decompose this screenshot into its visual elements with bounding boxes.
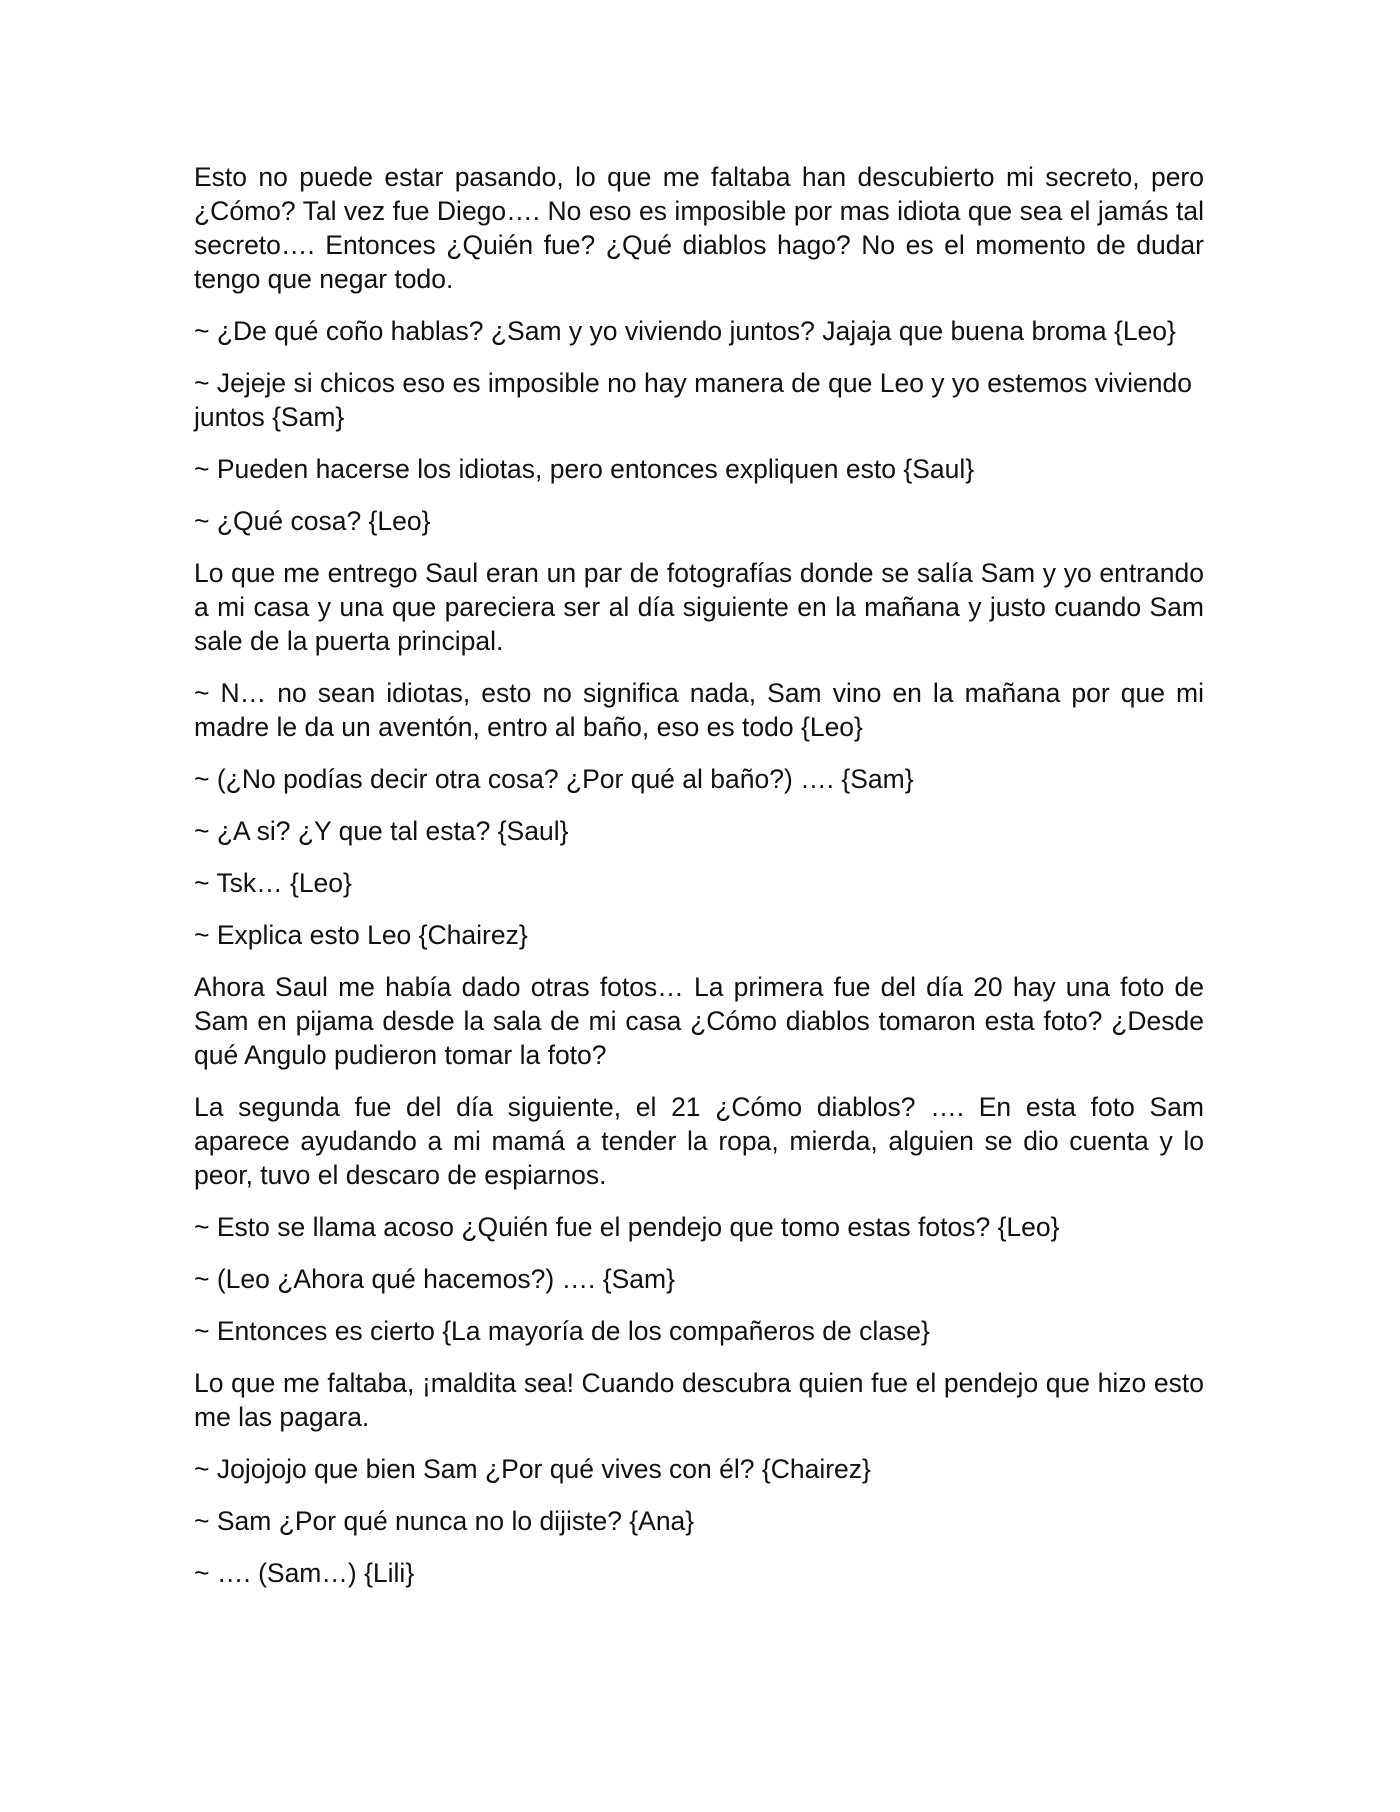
dialogue-line-leo-3: ~ N… no sean idiotas, esto no significa nada, Sam vino en la mañana por que mi madre le da un aventón, entro al baño, eso es todo {Leo} [194, 678, 1204, 742]
dialogue-line-leo-4: ~ Tsk… {Leo} [194, 868, 352, 898]
dialogue-line-leo-5: ~ Esto se llama acoso ¿Quién fue el pendejo que tomo estas fotos? {Leo} [194, 1212, 1060, 1242]
dialogue-line-ana: ~ Sam ¿Por qué nunca no lo dijiste? {Ana} [194, 1506, 695, 1536]
paragraph-narration-3: Ahora Saul me había dado otras fotos… La primera fue del día 20 hay una foto de Sam en pijama desde la sala de mi casa ¿Cómo diablos tomaron esta foto? ¿Desde qué Angulo pudieron tomar la foto? [194, 972, 1204, 1070]
dialogue-line-classmates: ~ Entonces es cierto {La mayoría de los compañeros de clase} [194, 1316, 930, 1346]
paragraph-narration-4: La segunda fue del día siguiente, el 21 ¿Cómo diablos? …. En esta foto Sam aparece ayudando a mi mamá a tender la ropa, mierda, alguien se dio cuenta y lo peor, tuvo el descaro de espiarnos. [194, 1092, 1204, 1190]
dialogue-line-sam-2: ~ (¿No podías decir otra cosa? ¿Por qué al baño?) …. {Sam} [194, 764, 914, 794]
paragraph-narration-1: Esto no puede estar pasando, lo que me faltaba han descubierto mi secreto, pero ¿Cómo? Tal vez fue Diego…. No eso es imposible por mas idiota que sea el jamás tal secreto…. Entonces ¿Quién fue? ¿Qué diablos hago? No es el momento de dudar tengo que negar todo. [194, 162, 1204, 294]
dialogue-line-sam-1: ~ Jejeje si chicos eso es imposible no hay manera de que Leo y yo estemos viviendo juntos {Sam} [194, 368, 1192, 432]
document-body [194, 160, 1204, 1608]
dialogue-line-saul-2: ~ ¿A si? ¿Y que tal esta? {Saul} [194, 816, 569, 846]
paragraph-narration-5: Lo que me faltaba, ¡maldita sea! Cuando descubra quien fue el pendejo que hizo esto me las pagara. [194, 1368, 1204, 1432]
dialogue-line-leo-2: ~ ¿Qué cosa? {Leo} [194, 506, 431, 536]
dialogue-line-chairez-1: ~ Explica esto Leo {Chairez} [194, 920, 528, 950]
dialogue-line-lili: ~ …. (Sam…) {Lili} [194, 1558, 415, 1588]
dialogue-line-leo-1: ~ ¿De qué coño hablas? ¿Sam y yo viviendo juntos? Jajaja que buena broma {Leo} [194, 316, 1176, 346]
dialogue-line-saul-1: ~ Pueden hacerse los idiotas, pero entonces expliquen esto {Saul} [194, 454, 975, 484]
dialogue-line-sam-3: ~ (Leo ¿Ahora qué hacemos?) …. {Sam} [194, 1264, 675, 1294]
paragraph-narration-2: Lo que me entrego Saul eran un par de fotografías donde se salía Sam y yo entrando a mi casa y una que pareciera ser al día siguiente en la mañana y justo cuando Sam sale de la puerta principal. [194, 558, 1204, 656]
dialogue-line-chairez-2: ~ Jojojojo que bien Sam ¿Por qué vives con él? {Chairez} [194, 1454, 871, 1484]
